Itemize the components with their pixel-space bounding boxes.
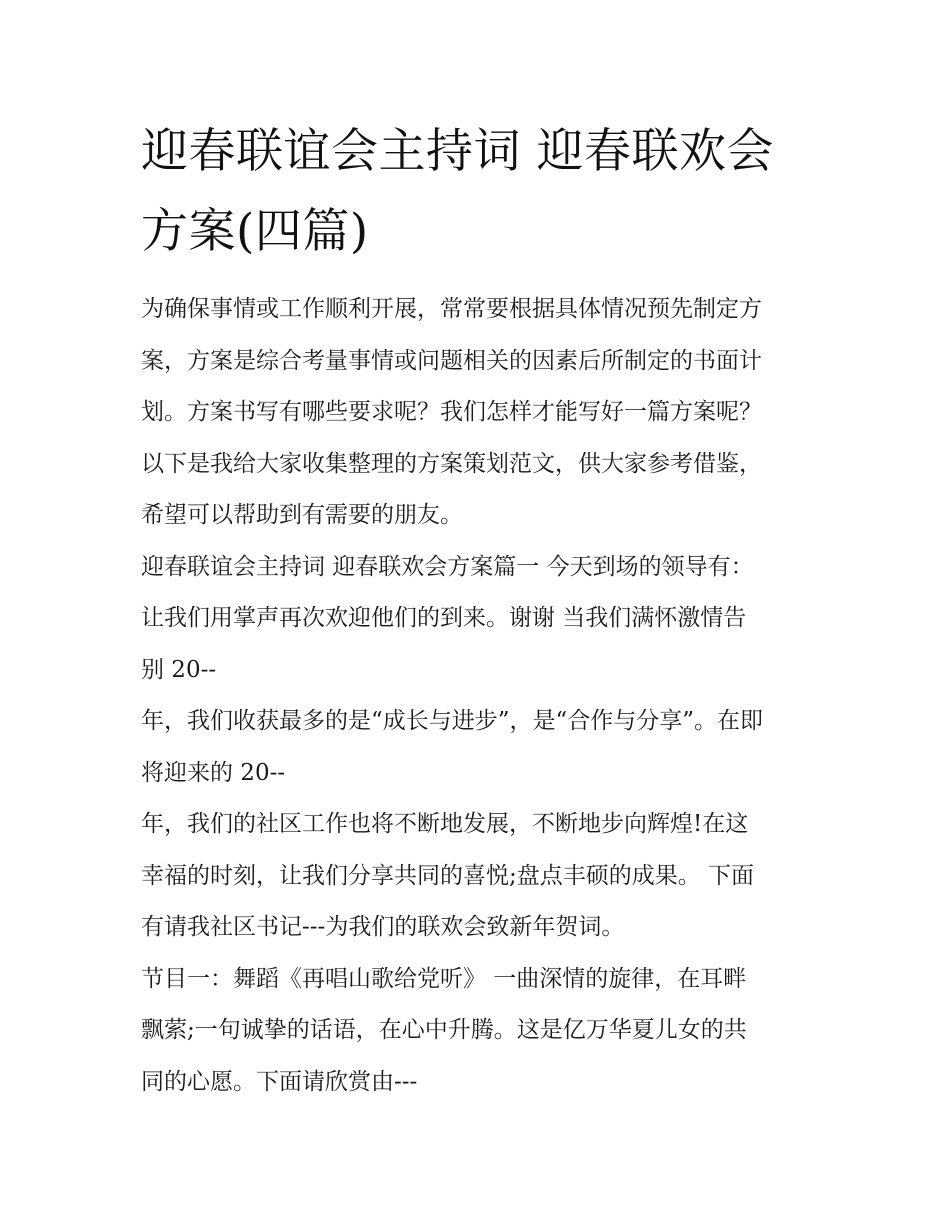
text-line: 为确保事情或工作顺利开展，常常要根据具体情况预先制定方 — [141, 296, 762, 322]
text-line: 案，方案是综合考量事情或问题相关的因素后所制定的书面计 — [141, 347, 762, 374]
text-line: 迎春联谊会主持词 迎春联欢会方案篇一 今天到场的领导有： — [141, 553, 754, 580]
text-line: 同的心愿。下面请欣赏由--- — [141, 1068, 418, 1095]
paragraph-intro — [141, 284, 813, 542]
document-body — [141, 284, 813, 1108]
paragraph-section-one — [141, 542, 813, 697]
text-line: 划。方案书写有哪些要求呢？我们怎样才能写好一篇方案呢？ — [141, 399, 762, 425]
text-line: 幸福的时刻，让我们分享共同的喜悦;盘点丰硕的成果。 下面 — [141, 862, 755, 889]
text-line: 将迎来的 20-- — [141, 759, 286, 786]
title-line: 迎春联谊会主持词 迎春联欢会 — [141, 124, 774, 179]
text-line: 节目一：舞蹈《再唱山歌给党听》 一曲深情的旋律，在耳畔 — [141, 965, 747, 992]
text-line: 以下是我给大家收集整理的方案策划范文，供大家参考借鉴， — [141, 450, 762, 477]
text-line: 别 20-- — [141, 656, 217, 683]
document-page — [141, 112, 813, 1108]
text-line: 让我们用掌声再次欢迎他们的到来。谢谢 当我们满怀激情告 — [141, 605, 747, 631]
text-line: 年，我们收获最多的是“成长与进步”，是“合作与分享”。在即 — [141, 708, 764, 734]
text-line: 有请我社区书记---为我们的联欢会致新年贺词。 — [141, 914, 625, 940]
text-line: 希望可以帮助到有需要的朋友。 — [141, 502, 463, 528]
text-line: 飘萦;一句诚挚的话语，在心中升腾。这是亿万华夏儿女的共 — [141, 1017, 747, 1043]
paragraph-harvest — [141, 696, 813, 799]
document-title — [141, 112, 813, 272]
text-line: 年，我们的社区工作也将不断地发展，不断地步向辉煌!在这 — [141, 811, 749, 837]
paragraph-program-one — [141, 954, 813, 1109]
title-line: 方案(四篇) — [141, 204, 369, 259]
paragraph-community — [141, 799, 813, 954]
